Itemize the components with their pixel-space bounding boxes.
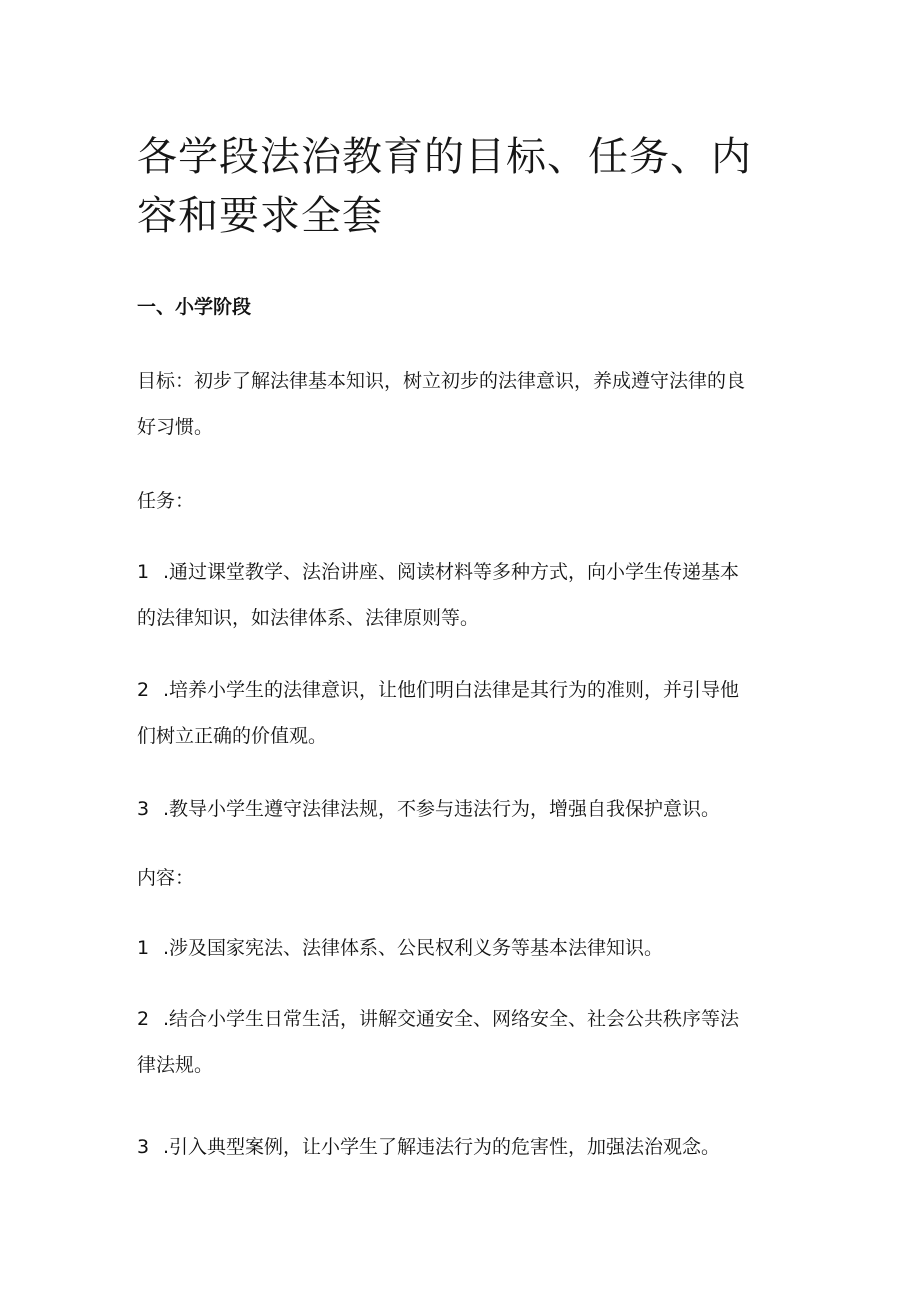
document-title <box>137 128 787 246</box>
content-text: .涉及国家宪法、法律体系、公民权利义务等基本法律知识。 <box>163 937 664 959</box>
content-text-cont: 律法规。 <box>137 1054 214 1076</box>
task-text: .教导小学生遵守法律法规，不参与违法行为，增强自我保护意识。 <box>163 798 721 820</box>
task-text-cont: 的法律知识，如法律体系、法律原则等。 <box>137 607 480 629</box>
task-item <box>137 664 787 762</box>
task-text-cont: 们树立正确的价值观。 <box>137 725 328 747</box>
title-line-1: 各学段法治教育的目标、任务、内 <box>137 134 752 180</box>
task-item <box>137 546 787 644</box>
task-number: 3 <box>137 798 150 820</box>
task-text: .培养小学生的法律意识，让他们明白法律是其行为的准则，并引导他 <box>163 679 740 701</box>
content-number: 1 <box>137 937 150 959</box>
content-item <box>137 1121 787 1173</box>
task-number: 2 <box>137 679 150 701</box>
title-line-2: 容和要求全套 <box>137 193 383 239</box>
content-item <box>137 922 787 974</box>
content-text: .结合小学生日常生活，讲解交通安全、网络安全、社会公共秩序等法 <box>163 1008 740 1030</box>
task-number: 1 <box>137 561 150 583</box>
goal-line-1: 目标：初步了解法律基本知识，树立初步的法律意识，养成遵守法律的良 <box>137 370 746 392</box>
goal-paragraph <box>137 355 787 453</box>
content-label: 内容： <box>137 867 195 889</box>
content-number: 3 <box>137 1136 150 1158</box>
goal-line-2: 好习惯。 <box>137 416 214 438</box>
section-heading: 一、小学阶段 <box>137 296 252 318</box>
task-text: .通过课堂教学、法治讲座、阅读材料等多种方式，向小学生传递基本 <box>163 561 740 583</box>
content-text: .引入典型案例，让小学生了解违法行为的危害性，加强法治观念。 <box>163 1136 721 1158</box>
content-item <box>137 993 787 1091</box>
tasks-label: 任务： <box>137 490 195 512</box>
task-item <box>137 783 787 835</box>
content-number: 2 <box>137 1008 150 1030</box>
